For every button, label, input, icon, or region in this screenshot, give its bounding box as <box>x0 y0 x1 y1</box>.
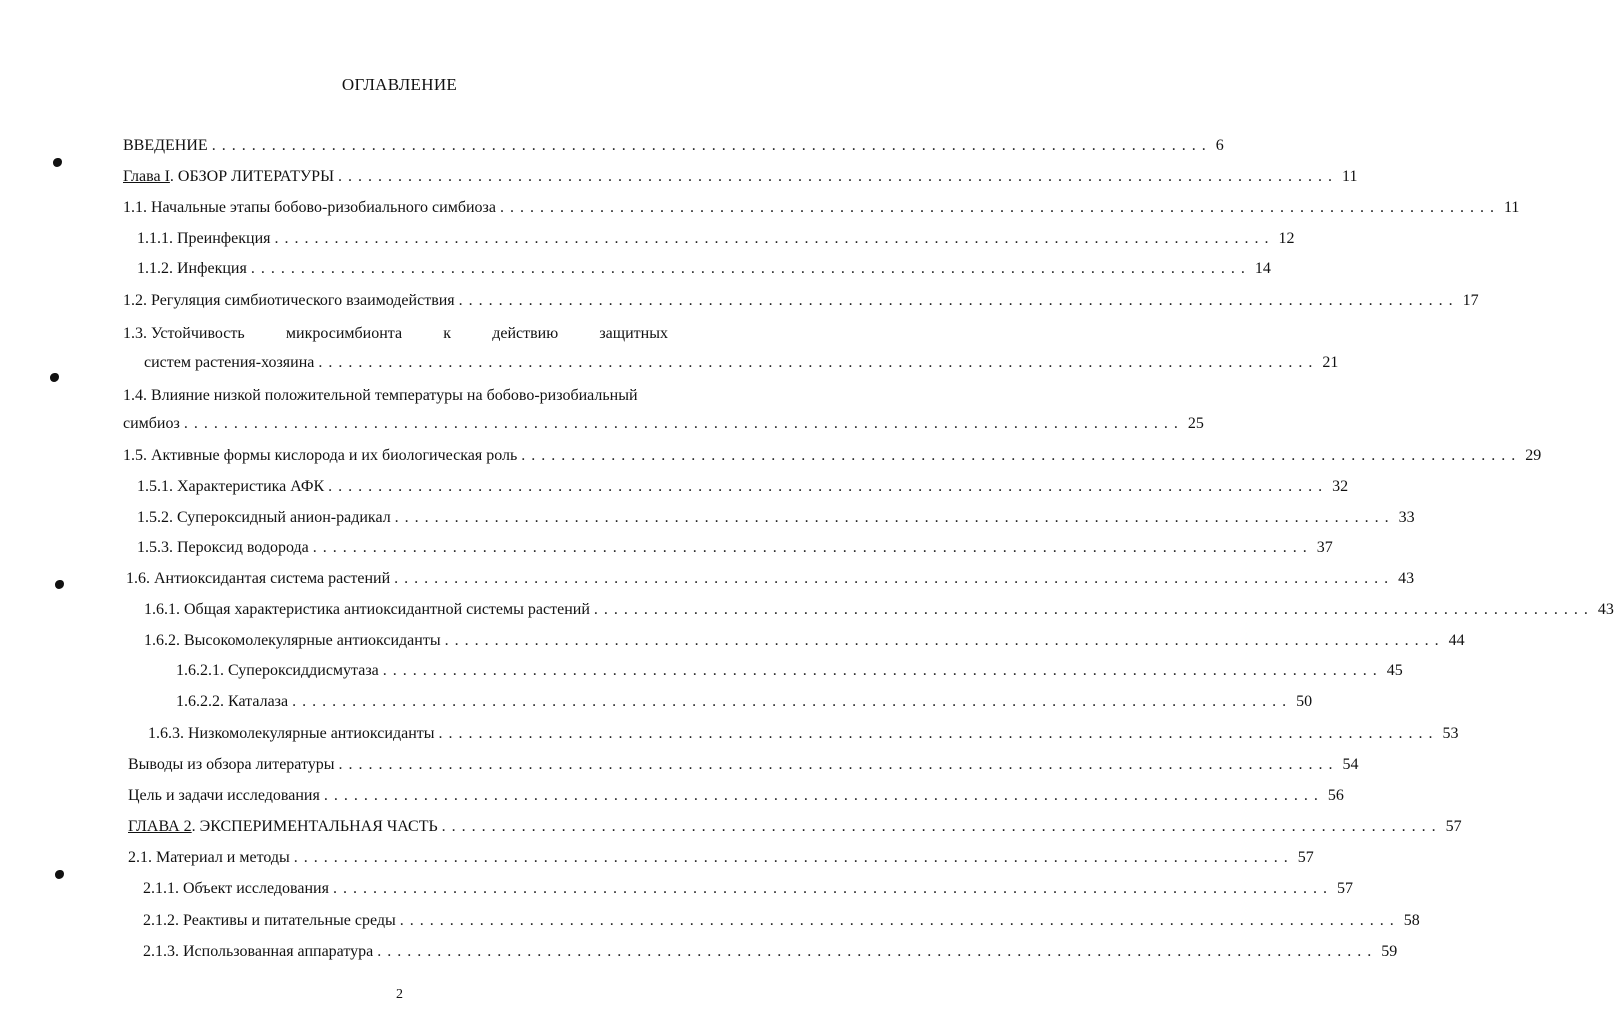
toc-entry-label: 1.1.1. Преинфекция <box>137 230 271 247</box>
leader-dots: .................................................................................................... <box>458 292 1459 309</box>
toc-entry[interactable] <box>123 292 1479 310</box>
toc-entry-page: 58 <box>1403 912 1420 929</box>
toc-entry-label: 1.2. Регуляция симбиотического взаимодействия <box>123 292 455 309</box>
toc-entry-page: 57 <box>1336 880 1353 897</box>
toc-entry-page: 37 <box>1316 539 1333 556</box>
leader-dots: .................................................................................................... <box>250 260 1251 277</box>
toc-entry-label: симбиоз <box>123 415 180 432</box>
toc-entry[interactable] <box>137 260 1271 278</box>
toc-entry-label: Выводы из обзора литературы <box>128 756 335 773</box>
toc-entry-page: 17 <box>1462 292 1479 309</box>
toc-entry-page: 29 <box>1525 447 1542 464</box>
leader-dots: .................................................................................................... <box>499 199 1500 216</box>
toc-entry-label: 1.5. Активные формы кислорода и их биологическая роль <box>123 447 518 464</box>
toc-entry-page: 14 <box>1254 260 1271 277</box>
toc-entry-label: . ЭКСПЕРИМЕНТАЛЬНАЯ ЧАСТЬ <box>191 818 438 835</box>
margin-mark <box>50 373 59 382</box>
toc-entry-label: 2.1. Материал и методы <box>128 849 290 866</box>
toc-entry-page: 56 <box>1327 787 1344 804</box>
toc-entry-page: 57 <box>1445 818 1462 835</box>
toc-entry-page: 6 <box>1215 137 1224 154</box>
toc-entry-label: 1.5.1. Характеристика АФК <box>137 478 325 495</box>
leader-dots: .................................................................................................... <box>377 943 1378 960</box>
toc-entry[interactable] <box>176 693 1313 711</box>
toc-entry-label: 1.6.2.1. Супероксиддисмутаза <box>176 662 379 679</box>
toc-entry[interactable] <box>137 509 1415 527</box>
toc-entry[interactable] <box>128 787 1344 805</box>
toc-entry-page: 45 <box>1386 662 1403 679</box>
margin-mark <box>53 158 62 167</box>
leader-dots: .................................................................................................... <box>328 478 1329 495</box>
leader-dots: .................................................................................................... <box>323 787 1324 804</box>
toc-word: микросимбионта <box>285 325 403 342</box>
toc-entry[interactable] <box>143 912 1420 930</box>
toc-entry[interactable] <box>128 849 1314 867</box>
toc-entry-page: 53 <box>1442 725 1459 742</box>
toc-entry[interactable] <box>176 662 1403 680</box>
toc-entry-page: 43 <box>1597 601 1614 618</box>
toc-entry-page: 25 <box>1187 415 1204 432</box>
toc-entry[interactable] <box>123 168 1358 186</box>
toc-entry[interactable] <box>123 199 1520 217</box>
toc-entry[interactable] <box>137 230 1295 248</box>
chapter-link[interactable]: Глава I <box>123 168 170 185</box>
toc-entry-label: 2.1.2. Реактивы и питательные среды <box>143 912 396 929</box>
toc-entry-label: 1.5.2. Супероксидный анион-радикал <box>137 509 391 526</box>
leader-dots: .................................................................................................... <box>312 539 1313 556</box>
toc-entry-page: 33 <box>1398 509 1415 526</box>
toc-entry-text[interactable]: 1.4. Влияние низкой положительной температуры на бобово-ризобиальный <box>123 387 638 404</box>
toc-entry-page: 59 <box>1381 943 1398 960</box>
leader-dots: .................................................................................................... <box>293 849 1294 866</box>
leader-dots: .................................................................................................... <box>593 601 1594 618</box>
toc-entry-label: 1.6.2. Высокомолекулярные антиоксиданты <box>144 632 441 649</box>
toc-entry-label: 1.1. Начальные этапы бобово-ризобиального симбиоза <box>123 199 496 216</box>
toc-entry[interactable] <box>137 478 1349 496</box>
toc-word: защитных <box>599 325 668 342</box>
leader-dots: .................................................................................................... <box>338 168 1339 185</box>
toc-entry-label: Цель и задачи исследования <box>128 787 320 804</box>
toc-word: действию <box>492 325 559 342</box>
leader-dots: .................................................................................................... <box>394 509 1395 526</box>
leader-dots: .................................................................................................... <box>211 137 1212 154</box>
toc-entry-page: 54 <box>1342 756 1359 773</box>
leader-dots: .................................................................................................... <box>444 632 1445 649</box>
toc-entry-page: 21 <box>1322 354 1339 371</box>
leader-dots: .................................................................................................... <box>338 756 1339 773</box>
toc-entry-label: 1.6. Антиоксидантая система растений <box>126 570 391 587</box>
toc-entry-page: 57 <box>1297 849 1314 866</box>
chapter-link[interactable]: ГЛАВА 2 <box>128 818 192 835</box>
toc-entry-page: 32 <box>1332 478 1349 495</box>
toc-entry[interactable] <box>144 632 1465 650</box>
toc-word: 1.3. Устойчивость <box>123 325 245 342</box>
toc-entry[interactable] <box>126 570 1415 588</box>
toc-entry[interactable] <box>143 943 1398 961</box>
toc-entry[interactable] <box>123 137 1224 155</box>
leader-dots: .................................................................................................... <box>399 912 1400 929</box>
toc-entry-page: 50 <box>1296 693 1313 710</box>
toc-entry[interactable] <box>123 447 1542 465</box>
leader-dots: .................................................................................................... <box>521 447 1522 464</box>
toc-entry[interactable] <box>128 756 1359 774</box>
toc-entry-label: 2.1.1. Объект исследования <box>143 880 329 897</box>
leader-dots: .................................................................................................... <box>382 662 1383 679</box>
toc-entry-page: 11 <box>1342 168 1358 185</box>
toc-entry-page: 12 <box>1278 230 1295 247</box>
toc-entry[interactable] <box>144 354 1339 372</box>
toc-entry-page: 44 <box>1448 632 1465 649</box>
leader-dots: .................................................................................................... <box>292 693 1293 710</box>
page-number: 2 <box>396 987 403 1002</box>
toc-title: ОГЛАВЛЕНИЕ <box>341 75 458 94</box>
leader-dots: .................................................................................................... <box>332 880 1333 897</box>
leader-dots: .................................................................................................... <box>441 818 1442 835</box>
toc-entry[interactable] <box>144 601 1614 619</box>
leader-dots: .................................................................................................... <box>438 725 1439 742</box>
margin-mark <box>55 870 64 879</box>
toc-entry-page: 11 <box>1503 199 1520 216</box>
toc-entry-label: 2.1.3. Использованная аппаратура <box>143 943 374 960</box>
toc-entry-label: ВВЕДЕНИЕ <box>123 137 208 154</box>
toc-entry-label: систем растения-хозяина <box>144 354 315 371</box>
toc-entry[interactable] <box>123 415 1204 433</box>
toc-entry[interactable] <box>128 818 1462 836</box>
toc-entry[interactable] <box>148 725 1459 743</box>
toc-entry-label: . ОБЗОР ЛИТЕРАТУРЫ <box>169 168 335 185</box>
leader-dots: .................................................................................................... <box>274 230 1275 247</box>
margin-mark <box>55 580 64 589</box>
toc-entry[interactable] <box>143 880 1353 898</box>
leader-dots: .................................................................................................... <box>394 570 1395 587</box>
toc-word: к <box>443 325 452 342</box>
toc-entry-justified[interactable] <box>123 323 668 345</box>
leader-dots: .................................................................................................... <box>183 415 1184 432</box>
toc-entry-label: 1.5.3. Пероксид водорода <box>137 539 309 556</box>
toc-entry-label: 1.1.2. Инфекция <box>137 260 247 277</box>
toc-entry[interactable] <box>137 539 1333 557</box>
leader-dots: .................................................................................................... <box>318 354 1319 371</box>
toc-entry-page: 43 <box>1398 570 1415 587</box>
toc-entry-label: 1.6.1. Общая характеристика антиоксидантной системы растений <box>144 601 590 618</box>
toc-entry-label: 1.6.2.2. Каталаза <box>176 693 289 710</box>
toc-entry-label: 1.6.3. Низкомолекулярные антиоксиданты <box>148 725 435 742</box>
